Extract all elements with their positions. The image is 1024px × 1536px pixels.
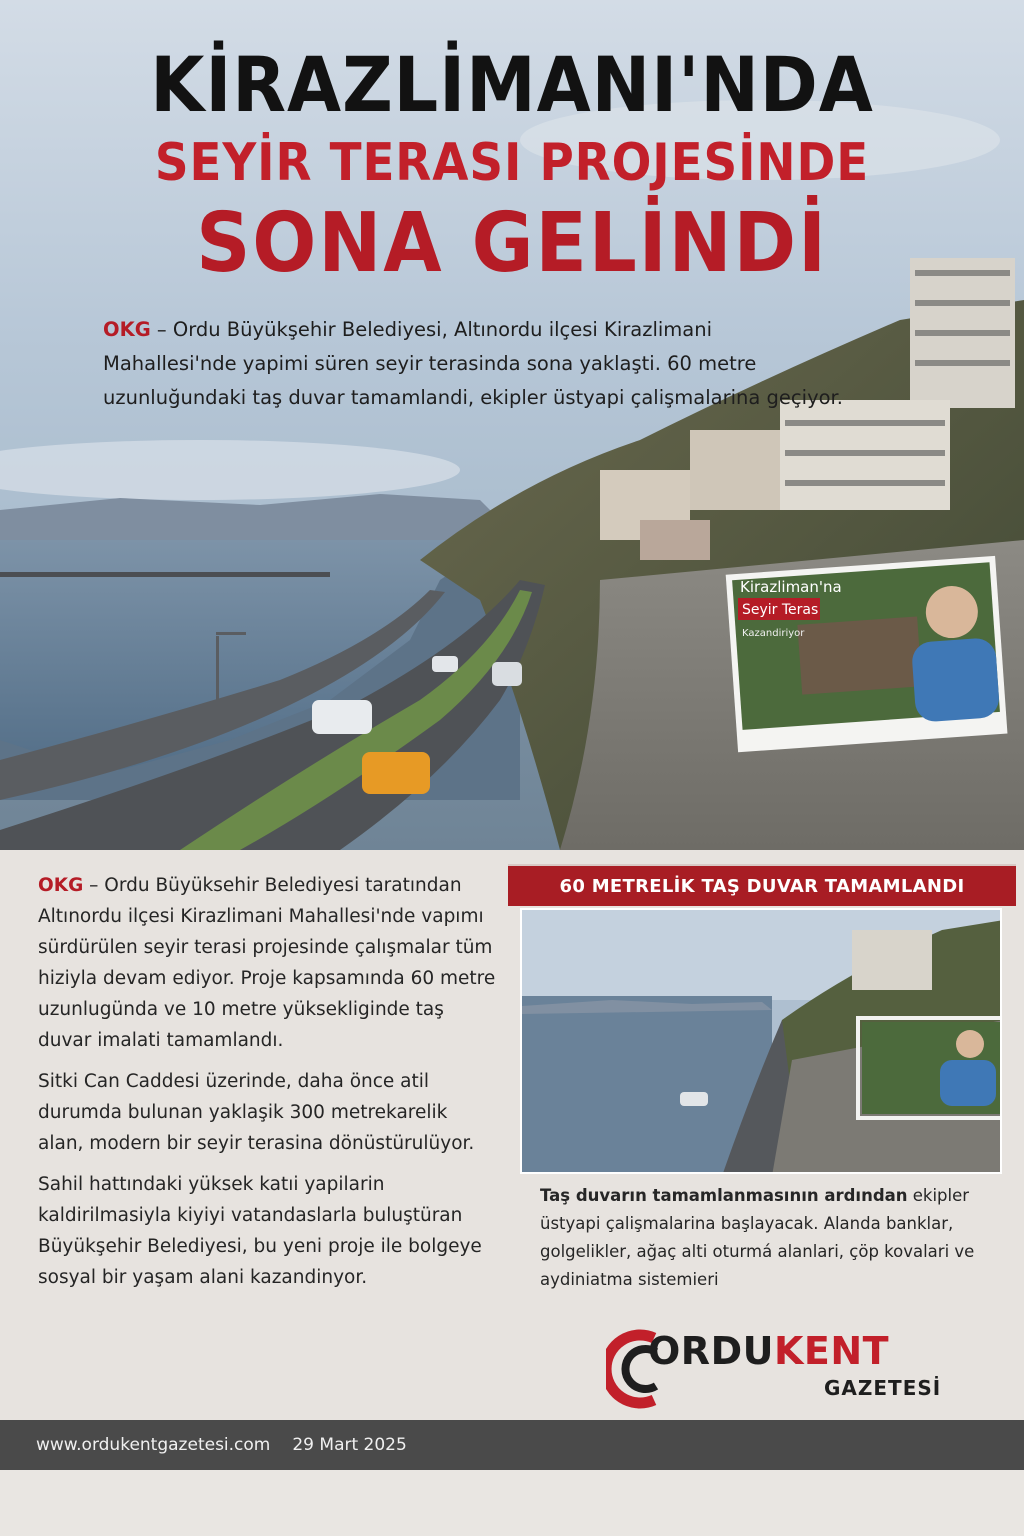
lead-paragraph [103, 313, 843, 415]
footer-date: 29 Mart 2025 [292, 1435, 407, 1455]
body-p1-text: – Ordu Büyüksehir Belediyesi taratından Altınordu ilçesi Kirazlimani Mahallesi'nde vapımı sürdürülen seyir terasi projesinde çalışmalar tüm hiziyla devam ediyor. Proje kapsamında 60 metre uzunlugünda ve 10 metre yüksekliginde taş duvar imalati tamamlandı. [38, 875, 496, 1051]
logo-wordmark [648, 1328, 889, 1374]
body-paragraph-2: Sitki Can Caddesi üzerinde, daha önce atil durumda bulunan yaklaşik 300 metrekarelik alan, modern bir seyir terasina dönüstürulüyor. [38, 1071, 475, 1154]
footer-bar [0, 1420, 1024, 1470]
body-tag: OKG [38, 875, 84, 896]
headline [0, 40, 1024, 292]
logo-part-1: ORDU [648, 1329, 774, 1373]
billboard-line3: Kazandiriyor [742, 628, 805, 639]
inset-caption [540, 1182, 990, 1294]
caption-text: ekipler üstyapi çalişmalarina başlayacak. Alanda banklar, golgelikler, ağaç alti oturmá alanlari, çöp kovalari ve aydiniatma sistemieri [540, 1186, 975, 1289]
lead-text: – Ordu Büyükşehir Belediyesi, Altınordu ilçesi Kirazlimani Mahallesi'nde yapimi süren seyir terasinda sona yaklaşti. 60 metre uzunluğundaki taş duvar tamamlandi, ekipler üstyapi çalişmalarina geçiyor. [103, 318, 843, 409]
headline-line-3: SONA GELİNDİ [196, 196, 828, 291]
page-bottom-margin [0, 1470, 1024, 1536]
sidebar-title: 60 METRELİK TAŞ DUVAR TAMAMLANDI [559, 875, 965, 897]
lead-tag: OKG [103, 318, 151, 341]
logo-part-2: KENT [773, 1329, 890, 1373]
inset-photo [520, 908, 1002, 1174]
headline-line-1: KİRAZLİMANI'NDA [150, 40, 874, 129]
sidebar-title-bar [508, 864, 1016, 906]
body-paragraph-3: Sahil hattındaki yüksek katıi yapilarin kaldirilmasiyla kiyiyi vatandaslarla buluştüran Büyükşehir Belediyesi, bu yeni proje ile bolgeye sosyal bir yaşam alani kazandinyor. [38, 1174, 482, 1288]
article-body [38, 870, 498, 1303]
headline-line-2: SEYİR TERASI PROJESİNDE [154, 133, 870, 193]
inset-photo-scene [522, 910, 1002, 1174]
ordukent-logo [606, 1326, 986, 1412]
logo-subtitle: GAZETESİ [824, 1376, 942, 1400]
billboard-line2: Seyir Teras [742, 602, 819, 618]
body-paragraph-1 [38, 870, 498, 1056]
caption-bold: Taş duvarın tamamlanmasının ardından [540, 1186, 908, 1205]
footer-url[interactable]: www.ordukentgazetesi.com [36, 1435, 271, 1455]
billboard-line1: Kirazliman'na [740, 578, 842, 596]
